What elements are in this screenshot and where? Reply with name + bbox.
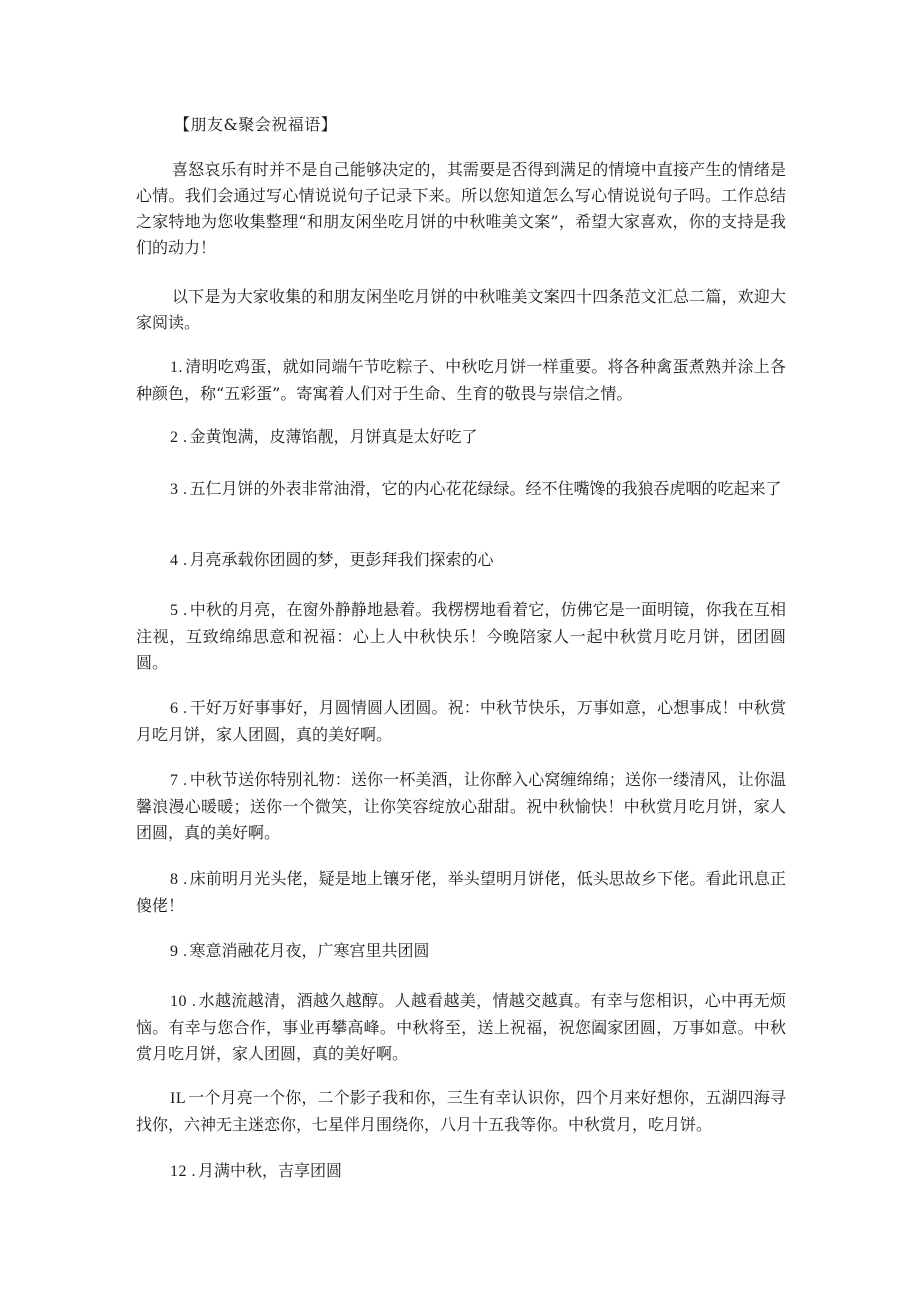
list-item xyxy=(136,988,786,1067)
item-text: 中秋的月亮，在窗外静静地悬着。我楞楞地看着它，仿佛它是一面明镜，你我在互相注视，互致绵绵思意和祝福：心上人中秋快乐！今晚陪家人一起中秋赏月吃月饼，团团圆圆。 xyxy=(136,600,786,672)
list-item xyxy=(136,938,786,965)
item-text: 一个月亮一个你，二个影子我和你，三生有幸认识你，四个月来好想你，五湖四海寻找你，六神无主迷恋你，七星伴月围绕你，八月十五我等你。中秋赏月，吃月饼。 xyxy=(136,1088,786,1134)
item-text: 水越流越清，酒越久越醇。人越看越美，情越交越真。有幸与您相识，心中再无烦恼。有幸与您合作，事业再攀高峰。中秋将至，送上祝福，祝您阖家团圆，万事如意。中秋赏月吃月饼，家人团圆，真的美好啊。 xyxy=(136,991,786,1063)
list-item xyxy=(136,695,786,748)
item-number: 2 . xyxy=(170,429,188,446)
list-item xyxy=(136,767,786,846)
item-number: 4 . xyxy=(170,552,188,569)
item-text: 金黄饱满，皮薄馅靓，月饼真是太好吃了 xyxy=(189,427,478,446)
item-text: 干好万好事事好，月圆情圆人团圆。祝：中秋节快乐，万事如意，心想事成！中秋赏月吃月饼，家人团圆，真的美好啊。 xyxy=(136,698,786,744)
intro-paragraph: 喜怒哀乐有时并不是自己能够决定的，其需要是否得到满足的情境中直接产生的情绪是心情。我们会通过写心情说说句子记录下来。所以您知道怎么写心情说说句子吗。工作总结之家特地为您收集整理“和朋友闲坐吃月饼的中秋唯美文案”，希望大家喜欢，你的支持是我们的动力！ xyxy=(136,160,786,257)
item-number: 7 . xyxy=(170,772,188,789)
list-item xyxy=(136,354,786,407)
item-number: 8 . xyxy=(170,871,188,888)
list-item xyxy=(136,547,786,574)
item-text: 五仁月饼的外表非常油滑，它的内心花花绿绿。经不住嘴馋的我狼吞虎咽的吃起来了 xyxy=(189,479,782,498)
item-text: 月满中秋，吉享团圆 xyxy=(198,1161,343,1180)
item-number: IL xyxy=(170,1090,187,1107)
item-number: 12 . xyxy=(170,1163,196,1180)
item-number: 9 . xyxy=(170,943,188,960)
lead-paragraph: 以下是为大家收集的和朋友闲坐吃月饼的中秋唯美文案四十四条范文汇总二篇，欢迎大家阅读。 xyxy=(136,287,786,332)
list-item xyxy=(136,424,786,451)
document-heading: 【朋友&聚会祝福语】 xyxy=(174,115,338,134)
item-number: 6 . xyxy=(170,700,188,717)
item-text: 中秋节送你特别礼物：送你一杯美酒，让你醉入心窝缠绵绵；送你一缕清风，让你温馨浪漫心暖暖；送你一个微笑，让你笑容绽放心甜甜。祝中秋愉快！中秋赏月吃月饼，家人团圆，真的美好啊。 xyxy=(136,770,786,842)
item-number: 5 . xyxy=(170,602,188,619)
list-item xyxy=(136,597,786,676)
item-text: 月亮承载你团圆的梦，更彭拜我们探索的心 xyxy=(189,550,494,569)
list-item xyxy=(136,476,786,503)
item-text: 寒意消融花月夜，广寒宫里共团圆 xyxy=(189,941,430,960)
item-text: 清明吃鸡蛋，就如同端午节吃粽子、中秋吃月饼一样重要。将各种禽蛋煮熟并涂上各种颜色，称“五彩蛋”。寄寓着人们对于生命、生育的敬畏与崇信之情。 xyxy=(136,357,786,403)
list-item xyxy=(136,1158,786,1185)
list-item xyxy=(136,866,786,919)
item-number: 1. xyxy=(170,359,183,376)
item-number: 3 . xyxy=(170,481,188,498)
item-number: 10 . xyxy=(170,993,197,1010)
item-text: 床前明月光头佬，疑是地上镶牙佬，举头望明月饼佬，低头思故乡下佬。看此讯息正傻佬！ xyxy=(136,869,786,915)
list-item xyxy=(136,1085,786,1138)
